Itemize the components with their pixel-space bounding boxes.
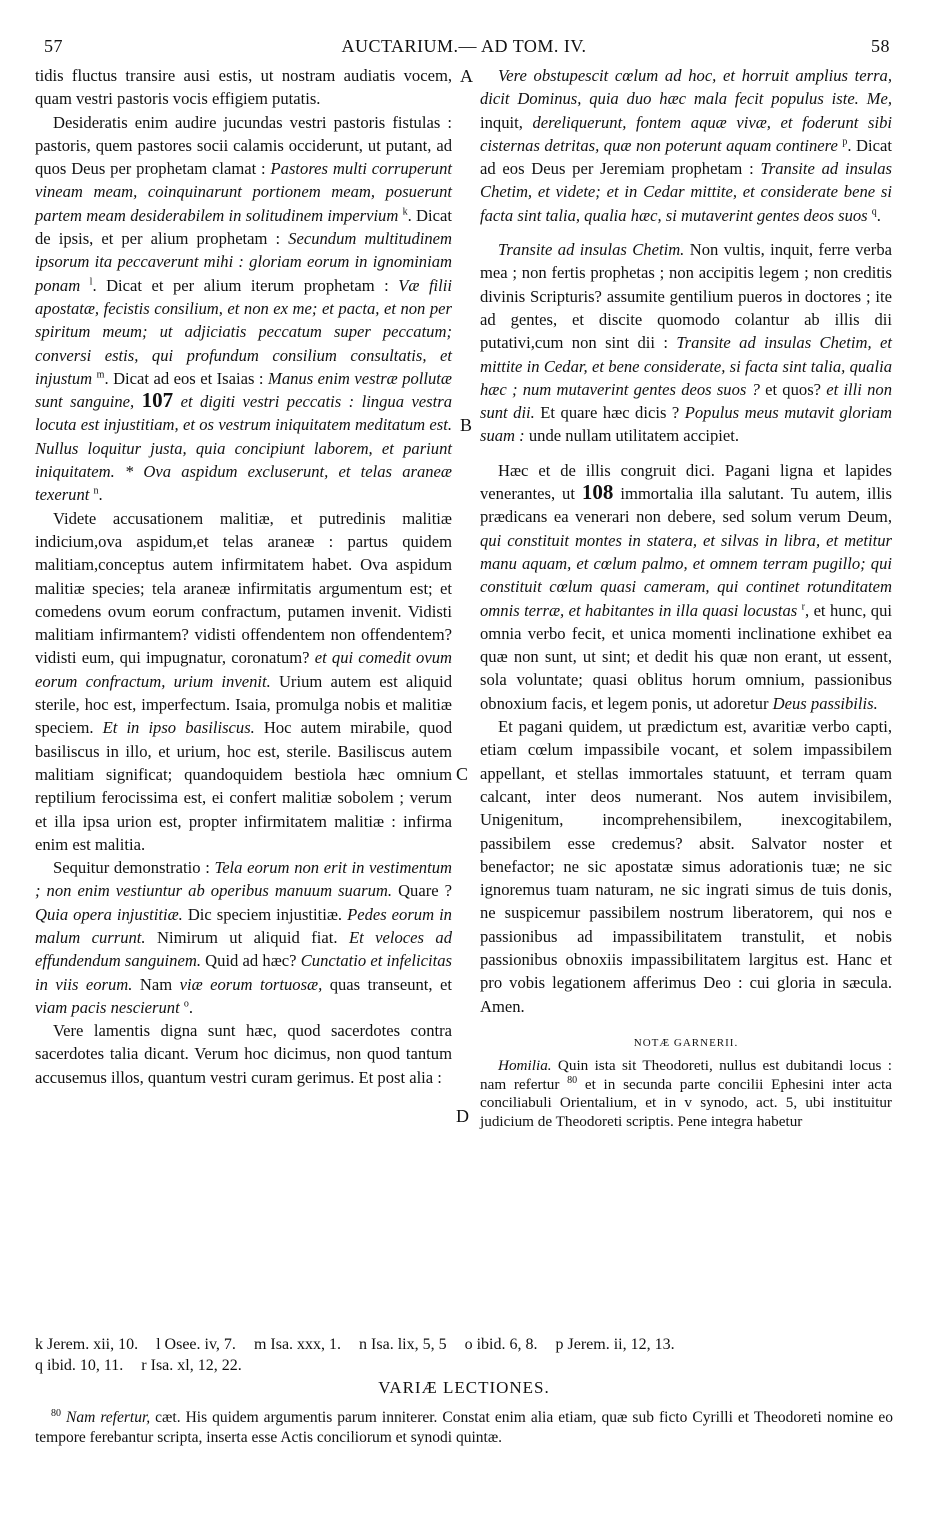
footnote-ref: r (801, 601, 805, 612)
footnote-ref: 80 (567, 1074, 578, 1086)
paragraph: Homilia. Quin ista sit Theodoreti, nullus est dubitandi locus : nam refertur $^{80}$ et in secunda parte concilii Ephesini inter acta conciliabuli Orientalium, et in v synodo, act. 5, ubi instituitur judicium de Theodoreti scriptis. Pene integra habetur (480, 1057, 892, 1130)
margin-marker-c: C (456, 764, 469, 784)
paragraph: Vere obstupescit cœlum ad hoc, et horruit amplius terra, dicit Dominus, quia duo hæc mala fecit populus iste. Me, inquit, dereliquerunt, fontem aquæ vivæ, et foderunt sibi cisternas detritas, quæ non poterunt aquam continere $^p$. Dicat ad eos Deus per Jeremiam prophetam : Transite ad insulas Chetim, et videte; et in Cedar mittite, et considerate bene si facta sint talia, qualia hæc, si mutaverint gentes deos suos $^q$. (480, 66, 892, 225)
footnote: q ibid. 10, 11. (35, 1357, 124, 1374)
paragraph: tidis fluctus transire ausi estis, ut nostram audiatis vocem, quam vestri pastoris vocis effigiem putatis. (35, 66, 452, 109)
footnote: n Isa. lix, 5, 5 (359, 1336, 447, 1353)
footnote: p Jerem. ii, 12, 13. (555, 1336, 675, 1353)
margin-marker-b: B (460, 415, 473, 435)
paragraph: Et pagani quidem, ut prædictum est, avaritiæ verbo capti, etiam cœlum impassibile vocant, et solem impassibilem appellant, et stellas immortales statuunt, et terram quam calcant, inter deos numerant. Nos autem invisibilem, Unigenitum, incomprehensibilem, inexcogitabilem, passibilem esse credemus? absit. Salvator noster et benefactor; ne sic apostatæ simus adorationis tuæ; ne sic ignoremus tuam naturam, ne sic ingrati simus de tuis donis, ne suspicemur passibilem nostrum liberatorem, qui nos e passionibus ad impassibilitatem transtulit, et nobis passionibus obnoxiis impassibilitatem largitus est. Hanc et pro vobis legationem afferimus Deo : cui gloria in sæcula. Amen. (480, 717, 892, 1016)
footnotes (35, 1334, 893, 1376)
margin-marker-a: A (460, 66, 473, 86)
footnote-ref: o (183, 998, 189, 1010)
paragraph: Hæc et de illis congruit dici. Pagani ligna et lapides venerantes, ut 108 immortalia illa salutant. Tu autem, illis prædicans ea venerari non debere, sed solum verum Deum, qui constituit montes in statera, et silvas in libra, et metitur manu aquam, et cœlum palmo, et omnem terram pugillo; qui constituit cœlum quasi cameram, qui continet rotunditatem omnis terræ, et habitantes in illa quasi locustas $^r$, et hunc, qui omnia verbo fecit, et unica momenti inclinatione exhibet ea quæ non sunt, ut sint; et dedit his quæ non erant, ut essent, sola voluntate; quasi oblitus horum omnium, passionibus obnoxium facis, et legem ponis, ut adoretur Deus passibilis. (480, 460, 892, 713)
paragraph: Desideratis enim audire jucundas vestri pastoris fistulas : pastoris, quem pastores socii calamis occiderunt, ut putant, ad quos Deus per prophetam clamat : Pastores multi corruperunt vineam meam, coinquinarunt portionem meam, posuerunt partem meam desiderabilem in solitudinem impervium $^k$. Dicat de ipsis, et per alium prophetam : Secundum multitudinem ipsorum ita peccaverunt mihi : gloriam eorum in ignominiam ponam $^l$. Dicat et per alium iterum prophetam : Væ filii apostatæ, fecistis consilium, et non ex me; et pacta, et non per spiritum meum; ut adjiciatis peccatum super peccatum; conversi estis, qui profundum consilium consultatis, et injustum $^m$. Dicat ad eos et Isaias : Manus enim vestræ pollutæ sunt sanguine, 107 et digiti vestri peccatis : lingua vestra locuta est injustitiam, et os vestrum iniquitatem meditatum est. Nullus loquitur justa, quia concipiunt laborem, et pariunt iniquitatem. * Ova aspidum excluserunt, et telas araneæ texerunt $^n$. (35, 112, 452, 505)
variant-number: 80 (51, 1407, 61, 1419)
column-number: 108 (581, 480, 614, 505)
right-column (480, 64, 892, 1132)
page-number-left: 57 (44, 36, 63, 56)
left-column (35, 64, 452, 1089)
variae-heading: VARIÆ LECTIONES. (378, 1378, 550, 1397)
column-number: 107 (141, 388, 174, 413)
footnote-ref: n (93, 485, 99, 497)
paragraph: Videte accusationem malitiæ, et putredinis malitiæ indicium,ova aspidum,et telas araneæ : partus quidem malitiam,conceptus autem infirmitatem habet. Ova aspidum malitiæ species; tela araneæ infirmitatis argumentum est; et comedens ovum eorum confractum, putamen invenit. Vidisti malitiam infirmantem? vidisti offendentem non offendentem? vidisti eum, qui impugnatur, coronatum? et qui comedit ovum eorum confractum, urium invenit. Urium autem est aliquid sterile, hoc est, imperfectum. Isaia, promulga nobis et malitiæ speciem. Et in ipso basiliscus. Hoc autem mirabile, quod basiliscus in illo, et urium, hoc est, sterile. Basiliscus autem malitiam significat; quandoquidem bestiola hæc omnium reptilium ferocissima est, ei confert malitiæ sobolem ; verum et illa ipsa urion est, propter infirmitatem malitiæ : infirma enim est malitia. (35, 508, 452, 854)
running-title: AUCTARIUM.— AD TOM. IV. (341, 36, 587, 56)
footnote-ref: k (402, 206, 408, 218)
running-header (0, 36, 928, 62)
variant-lemma: Nam refertur, (66, 1409, 151, 1426)
variae-lectiones (35, 1408, 893, 1448)
paragraph: Sequitur demonstratio : Tela eorum non erit in vestimentum ; non enim vestiuntur ab operibus manuum suarum. Quare ? Quia opera injustitiæ. Dic speciem injustitiæ. Pedes eorum in malum currunt. Nimirum ut aliquid fiat. Et veloces ad effundendum sanguinem. Quid ad hæc? Cunctatio et infelicitas in viis eorum. Nam viæ eorum tortuosæ, quas transeunt, et viam pacis nescierunt $^o$. (35, 858, 453, 1017)
footnote-ref: q (871, 206, 877, 218)
paragraph: Transite ad insulas Chetim. Non vultis, inquit, ferre verba mea ; non fertis prophetas ; non accipitis legem ; non creditis divinis Scripturis? assumite gentilium pueros in doctores ; ite ad gentes, et discite quomodo colantur ab illis dii putativi,cum non sint dii : Transite ad insulas Chetim, et mittite in Cedar, et bene considerate, si facta sint talia, qualia hæc ; num mutaverint gentes deos suos ? et quos? et illi non sunt dii. Et quare hæc dicis ? Populus meus mutavit gloriam suam : unde nullam utilitatem accipiet. (480, 240, 892, 446)
page-number-right: 58 (871, 36, 890, 56)
footnote: l Osee. iv, 7. (156, 1336, 236, 1353)
footnote: o ibid. 6, 8. (464, 1336, 538, 1353)
footnote: k Jerem. xii, 10. (35, 1336, 139, 1353)
footnote-ref: l (89, 276, 93, 288)
paragraph: Vere lamentis digna sunt hæc, quod sacerdotes contra sacerdotes talia dicant. Verum hoc dicimus, non quod tantum accusemus illos, quantum vestri curam gerimus. Et post alia : (35, 1021, 452, 1087)
variant-text: cæt. His quidem argumentis parum inniterer. Constat enim alia etiam, quæ sub ficto Cyrilli et Theodoreti nomine eo tempore ferebantur scripta, inserta esse Actis conciliorum et synodi quintæ. (35, 1409, 893, 1446)
footnote: r Isa. xl, 12, 22. (141, 1357, 242, 1374)
footnote-ref: m (96, 369, 105, 381)
margin-marker-d: D (456, 1106, 469, 1126)
footnote: m Isa. xxx, 1. (253, 1336, 342, 1353)
footnote-ref: p (842, 136, 848, 148)
notae-heading: NOTÆ GARNERII. (633, 1036, 739, 1049)
